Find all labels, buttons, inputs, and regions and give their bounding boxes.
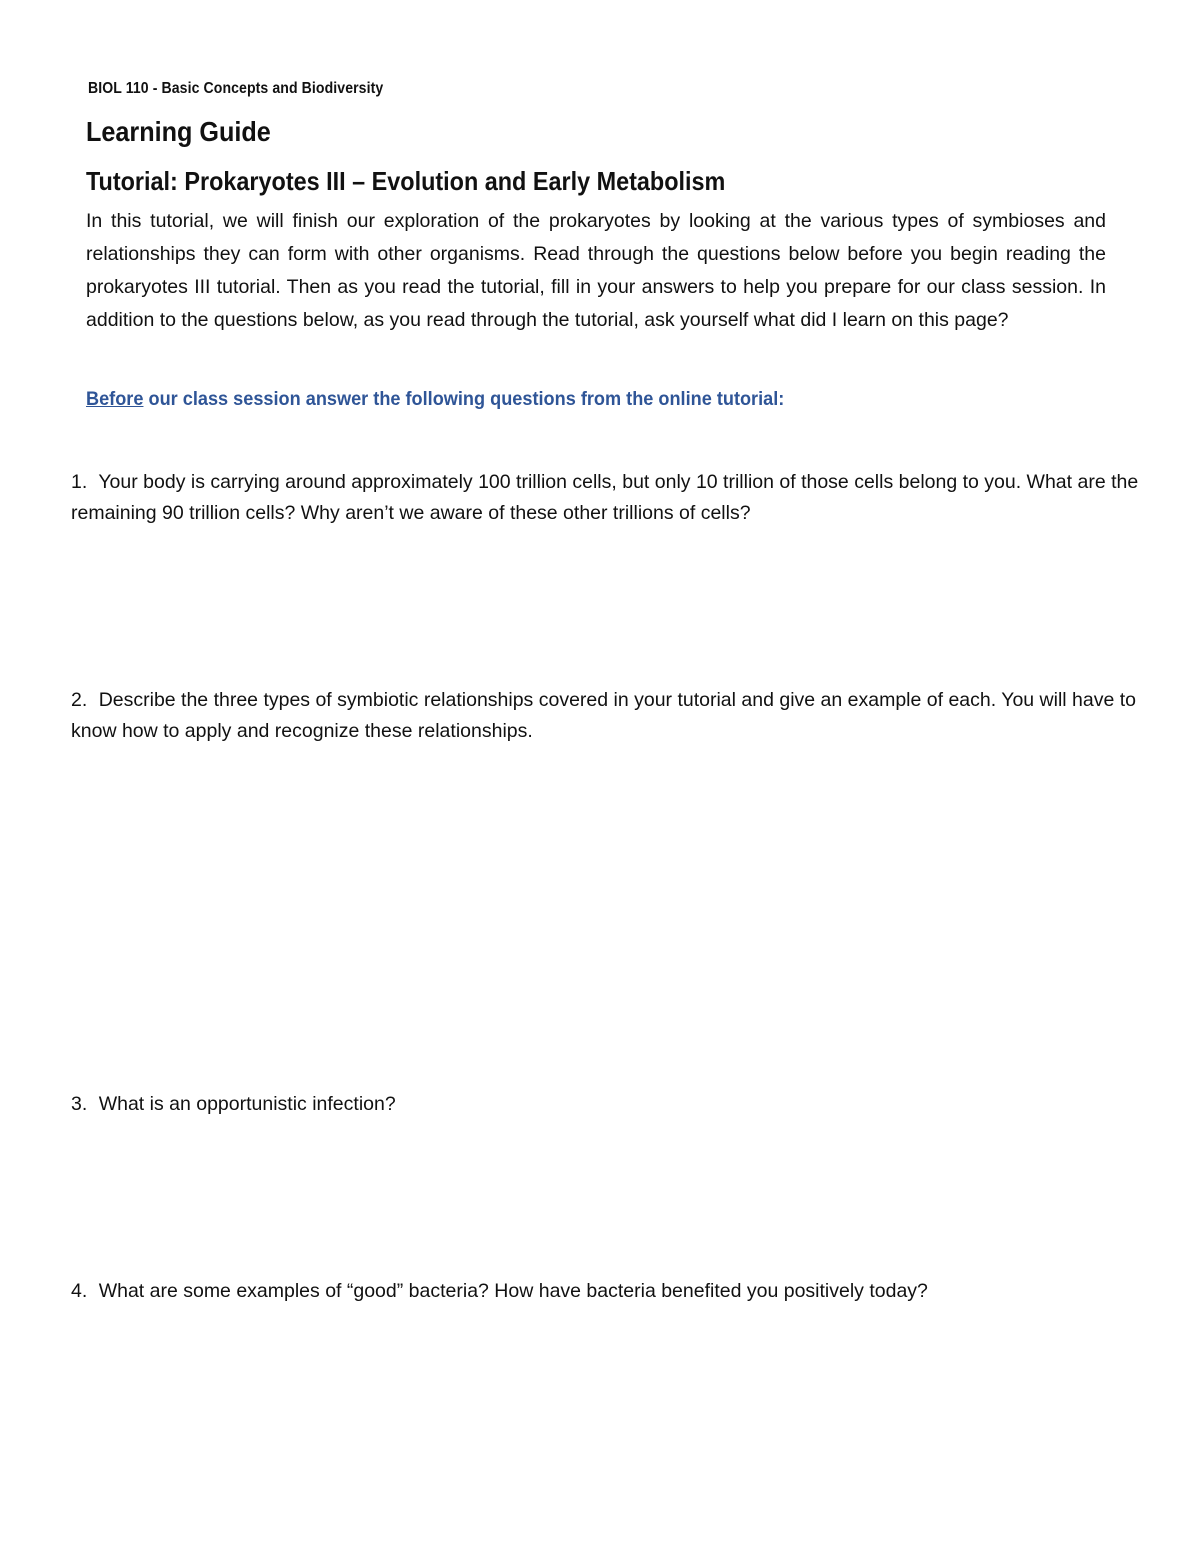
instruction-line (86, 388, 784, 411)
question-text: What is an opportunistic infection? (98, 1093, 396, 1115)
question-2 (71, 685, 1151, 747)
question-number: 2. (71, 689, 88, 711)
page-title: Learning Guide (86, 116, 271, 147)
question-number: 3. (71, 1093, 88, 1115)
tutorial-heading (86, 166, 725, 197)
question-1 (71, 467, 1151, 529)
question-3 (71, 1089, 1151, 1120)
tutorial-name: Prokaryotes III – Evolution and Early Metabolism (184, 166, 726, 196)
question-text: Your body is carrying around approximately 100 trillion cells, but only 10 trillion of those cells belong to you. What are the remaining 90 trillion cells? Why aren’t we aware of these other trillions of cells? (71, 471, 1139, 524)
instruction-emphasis: Before (86, 388, 144, 410)
question-4 (71, 1276, 1151, 1307)
intro-paragraph: In this tutorial, we will finish our exploration of the prokaryotes by looking at the various types of symbioses and relationships they can form with other organisms. Read through the questions below before you begin reading the prokaryotes III tutorial. Then as you read the tutorial, fill in your answers to help you prepare for our class session. In addition to the questions below, as you read through the tutorial, ask yourself what did I learn on this page? (86, 210, 1106, 331)
tutorial-label: Tutorial: (86, 166, 178, 196)
question-text: What are some examples of “good” bacteria? How have bacteria benefited you positively today? (98, 1280, 928, 1302)
question-number: 1. (71, 471, 88, 493)
question-text: Describe the three types of symbiotic relationships covered in your tutorial and give an example of each. You will have to know how to apply and recognize these relationships. (71, 689, 1137, 742)
course-title: BIOL 110 - Basic Concepts and Biodiversity (88, 80, 384, 97)
instruction-text: our class session answer the following questions from the online tutorial: (143, 388, 785, 410)
question-number: 4. (71, 1280, 88, 1302)
